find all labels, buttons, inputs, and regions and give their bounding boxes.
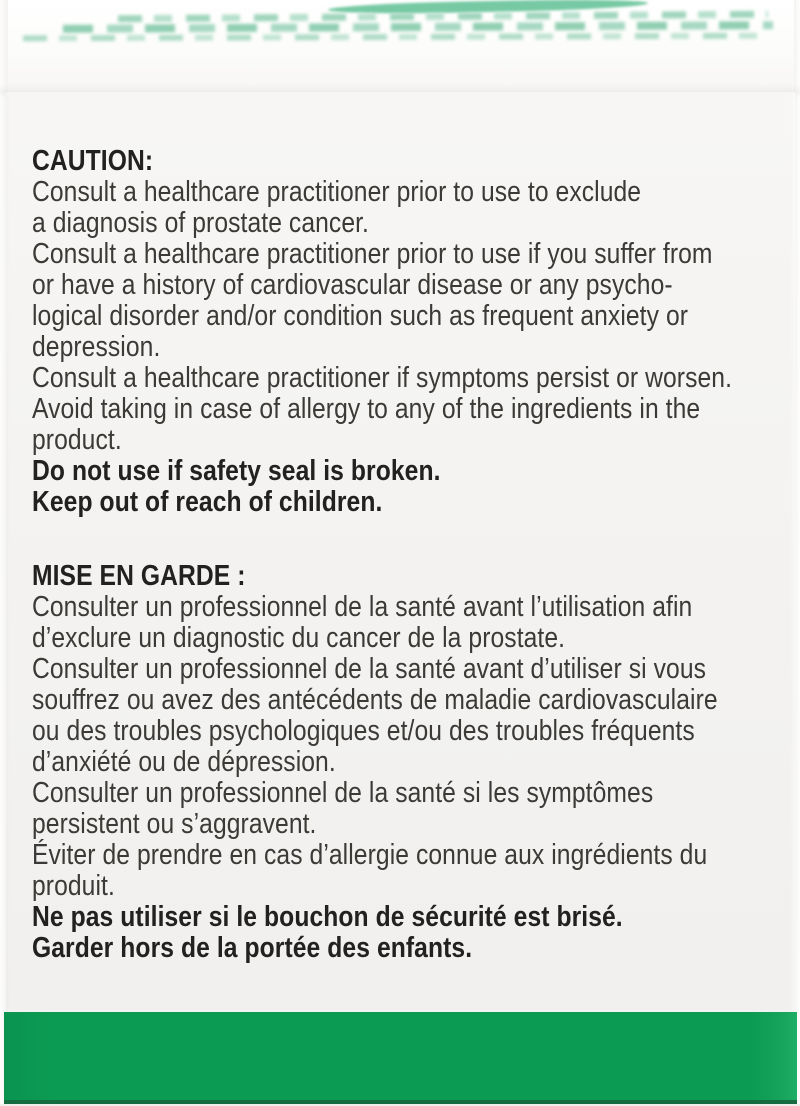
caution-fr-line: persistent ou s’aggravent. — [32, 808, 317, 840]
caution-fr-line: d’anxiété ou de dépression. — [32, 746, 336, 778]
caution-en-line: logical disorder and/or condition such as frequent anxiety or — [32, 300, 689, 332]
caution-en-line: Consult a healthcare practitioner prior to use to exclude — [32, 176, 642, 208]
caution-en-line: or have a history of cardiovascular disease or any psycho- — [32, 269, 673, 301]
caution-fr-bold-line: Garder hors de la portée des enfants. — [32, 932, 473, 964]
top-panel-print-blur — [23, 33, 768, 42]
caution-en-bold-line: Keep out of reach of children. — [32, 486, 383, 518]
caution-section-english — [32, 146, 800, 518]
caution-en-heading: CAUTION: — [32, 145, 154, 177]
caution-fr-line: souffrez ou avez des antécédents de maladie cardiovasculaire — [32, 684, 718, 716]
caution-en-bold-line: Do not use if safety seal is broken. — [32, 455, 441, 487]
caution-fr-line: ou des troubles psychologiques et/ou des troubles fréquents — [32, 715, 695, 747]
caution-en-line: Consult a healthcare practitioner prior to use if you suffer from — [32, 238, 713, 270]
caution-section-french — [32, 561, 800, 964]
caution-en-line: Avoid taking in case of allergy to any of the ingredients in the — [32, 393, 701, 425]
caution-en-line: a diagnosis of prostate cancer. — [32, 207, 369, 239]
caution-fr-line: Consulter un professionnel de la santé si les symptômes — [32, 777, 654, 809]
brand-green-bar — [4, 1012, 797, 1100]
caution-fr-line: Consulter un professionnel de la santé avant l’utilisation afin — [32, 591, 693, 623]
caution-fr-line: produit. — [32, 870, 115, 902]
caution-fr-line: Éviter de prendre en cas d’allergie connue aux ingrédients du — [32, 839, 708, 871]
caution-fr-line: Consulter un professionnel de la santé avant d’utiliser si vous — [32, 653, 707, 685]
top-panel-print-blur — [118, 11, 768, 23]
warnings-text-block — [32, 146, 800, 964]
caution-en-line: depression. — [32, 331, 161, 363]
caution-fr-heading: MISE EN GARDE : — [32, 560, 246, 592]
top-panel-print-blur — [63, 21, 773, 33]
caution-en-line: product. — [32, 424, 122, 456]
caution-en-line: Consult a healthcare practitioner if symptoms persist or worsen. — [32, 362, 733, 394]
box-top-panel — [8, 0, 794, 92]
caution-fr-line: d’exclure un diagnostic du cancer de la prostate. — [32, 622, 566, 654]
caution-fr-bold-line: Ne pas utiliser si le bouchon de sécurité est brisé. — [32, 901, 623, 933]
